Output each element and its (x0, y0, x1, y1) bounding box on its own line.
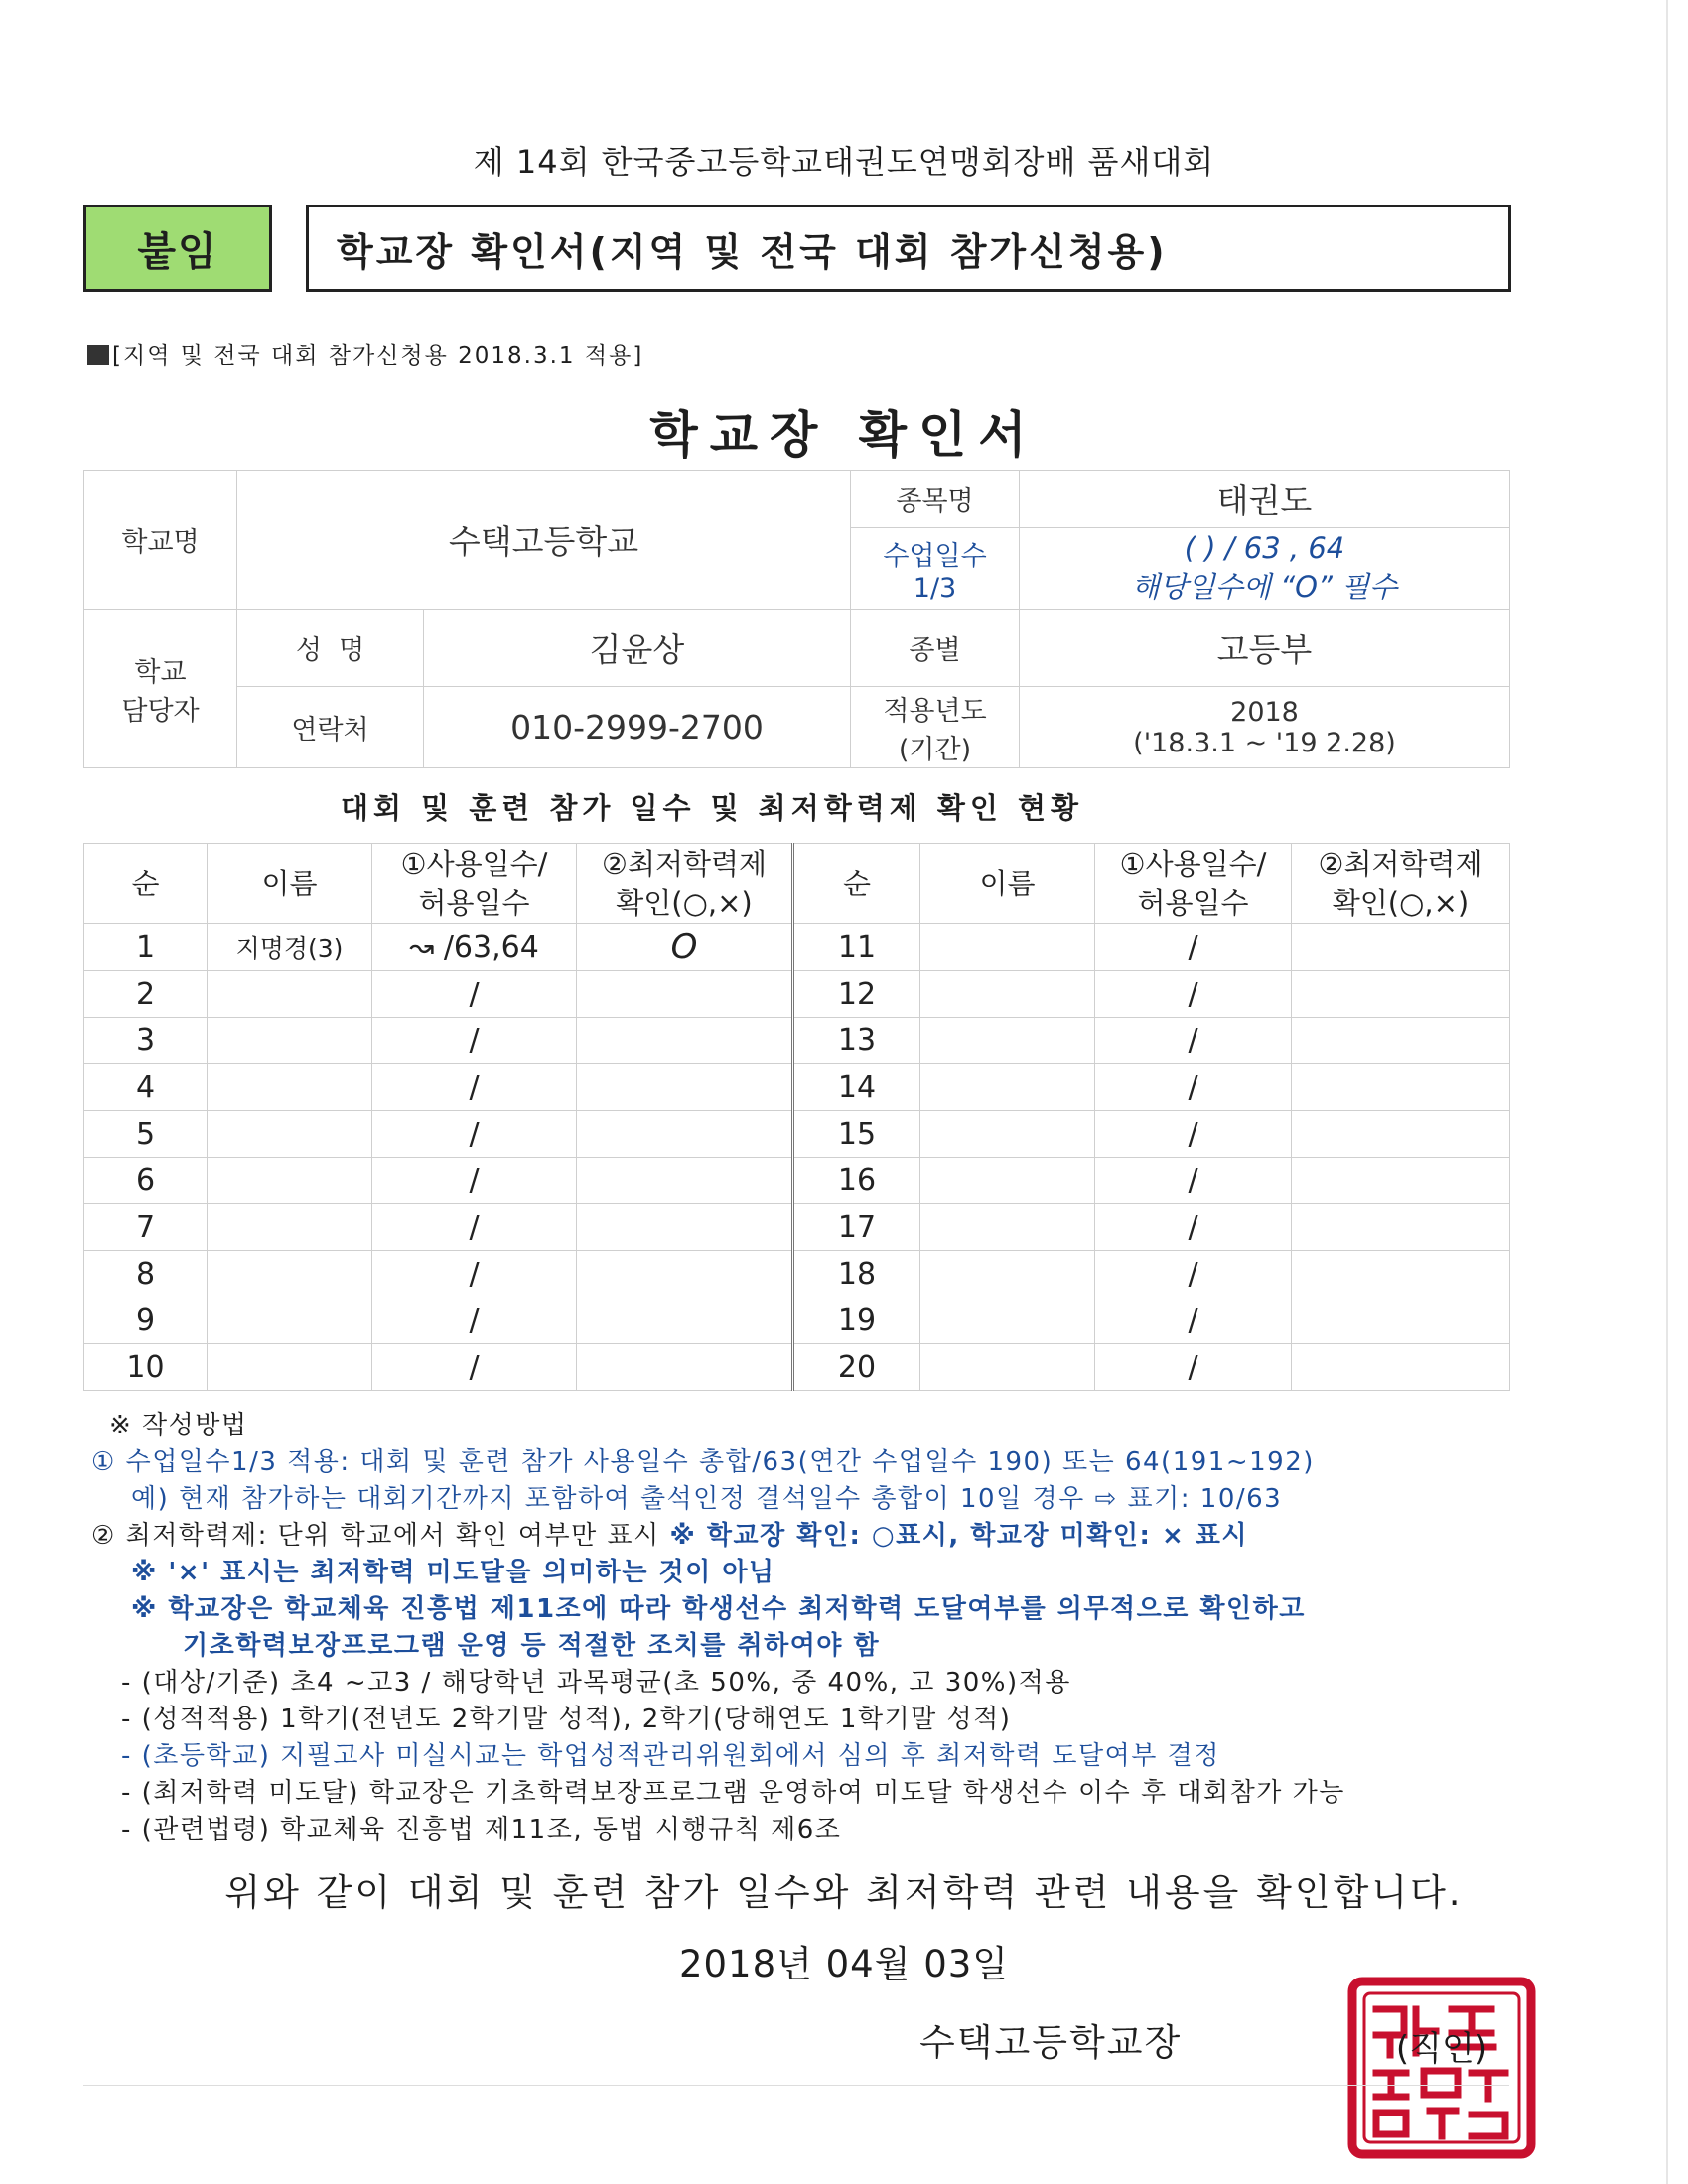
row-check (577, 1344, 793, 1391)
instruction-line-5: ※ 학교장은 학교체육 진흥법 제11조에 따라 학생선수 최저학력 도달여부를 의무적으로 확인하고 (131, 1594, 1306, 1624)
row-number: 12 (793, 971, 920, 1018)
row-number: 18 (793, 1251, 920, 1297)
applicable-text: [지역 및 전국 대회 참가신청용 2018.3.1 적용] (112, 343, 644, 369)
row-number: 16 (793, 1158, 920, 1204)
event-label: 종목명 (851, 471, 1020, 528)
row-check (1292, 1018, 1510, 1064)
row-number: 17 (793, 1204, 920, 1251)
row-name (208, 1297, 372, 1344)
table-row (84, 1297, 1510, 1344)
row-name (208, 1018, 372, 1064)
header-name: 이름 (920, 844, 1095, 924)
header-check: ②최저학력제 확인(○,×) (577, 844, 793, 924)
days-value: ( ) / 63 , 64 해당일수에 “O” 필수 (1020, 528, 1510, 610)
row-name (920, 1018, 1095, 1064)
row-days: / (1095, 1251, 1292, 1297)
row-name (208, 1251, 372, 1297)
attachment-badge: 붙임 (83, 205, 272, 292)
table-row (84, 924, 1510, 971)
row-days: / (1095, 1204, 1292, 1251)
row-number: 20 (793, 1344, 920, 1391)
row-check (577, 1251, 793, 1297)
row-name (920, 971, 1095, 1018)
row-number: 13 (793, 1018, 920, 1064)
footer-rule (83, 2085, 1509, 2086)
name-label: 성 명 (237, 610, 424, 687)
row-name (208, 1111, 372, 1158)
name-value: 김윤상 (424, 610, 851, 687)
section-title: 대회 및 훈련 참가 일수 및 최저학력제 확인 현황 (340, 791, 1084, 825)
row-check (1292, 1344, 1510, 1391)
row-check (577, 1064, 793, 1111)
row-check (1292, 1158, 1510, 1204)
instruction-line-9: - (초등학교) 지필고사 미실시교는 학업성적관리위원회에서 심의 후 최저학력 도달여부 결정 (121, 1741, 1220, 1771)
division-label: 종별 (851, 610, 1020, 687)
roster-header-row (84, 844, 1510, 924)
issue-date: 2018년 04월 03일 (678, 1943, 1010, 1985)
instruction-line-2: 예) 현재 참가하는 대회기간까지 포함하여 출석인정 결석일수 총합이 10일 경우 ⇨ 표기: 10/63 (131, 1484, 1283, 1514)
row-number: 8 (84, 1251, 208, 1297)
row-days: / (372, 1251, 577, 1297)
header-check: ②최저학력제 확인(○,×) (1292, 844, 1510, 924)
row-name (208, 1204, 372, 1251)
school-value: 수택고등학교 (237, 471, 851, 610)
info-table (83, 470, 1510, 768)
header-days: ①사용일수/ 허용일수 (372, 844, 577, 924)
row-days: / (372, 1344, 577, 1391)
row-days: / (372, 1111, 577, 1158)
roster-body (84, 844, 1510, 1391)
row-days: / (372, 1064, 577, 1111)
table-row (84, 1158, 1510, 1204)
table-row (84, 1204, 1510, 1251)
instruction-line-4: ※ '×' 표시는 최저학력 미도달을 의미하는 것이 아님 (131, 1558, 775, 1587)
manager-label: 학교 담당자 (84, 610, 237, 768)
row-check (577, 1018, 793, 1064)
document-title-box: 학교장 확인서(지역 및 전국 대회 참가신청용) (306, 205, 1511, 292)
contact-value: 010-2999-2700 (424, 687, 851, 768)
applicable-note (87, 338, 643, 370)
row-days: / (1095, 1158, 1292, 1204)
row-number: 7 (84, 1204, 208, 1251)
contact-label: 연락처 (237, 687, 424, 768)
table-row (84, 1064, 1510, 1111)
row-name (208, 1344, 372, 1391)
row-number: 3 (84, 1018, 208, 1064)
row-days: / (372, 1204, 577, 1251)
days-label: 수업일수 1/3 (851, 528, 1020, 610)
header-no: 순 (793, 844, 920, 924)
event-value: 태권도 (1020, 471, 1510, 528)
row-number: 19 (793, 1297, 920, 1344)
roster-table (83, 843, 1510, 1391)
instruction-line-8: - (성적적용) 1학기(전년도 2학기말 성적), 2학기(당해연도 1학기말 성적) (121, 1705, 1012, 1734)
main-title: 학교장 확인서 (649, 406, 1039, 464)
row-check (577, 1204, 793, 1251)
division-value: 고등부 (1020, 610, 1510, 687)
instruction-line-10: - (최저학력 미도달) 학교장은 기초학력보장프로그램 운영하여 미도달 학생선수 이수 후 대회참가 가능 (121, 1778, 1345, 1808)
row-number: 10 (84, 1344, 208, 1391)
table-row (84, 1111, 1510, 1158)
row-check (577, 971, 793, 1018)
row-name (920, 1297, 1095, 1344)
table-row (84, 971, 1510, 1018)
row-check (577, 1297, 793, 1344)
row-check (1292, 924, 1510, 971)
row-check (1292, 1251, 1510, 1297)
row-number: 2 (84, 971, 208, 1018)
row-number: 6 (84, 1158, 208, 1204)
row-days: / (372, 971, 577, 1018)
row-number: 5 (84, 1111, 208, 1158)
seal-label: (직인) (1395, 2029, 1488, 2069)
row-number: 14 (793, 1064, 920, 1111)
instruction-line-11: - (관련법령) 학교체육 진흥법 제11조, 동법 시행규칙 제6조 (121, 1815, 842, 1844)
header-name: 이름 (208, 844, 372, 924)
row-number: 4 (84, 1064, 208, 1111)
row-name (208, 1158, 372, 1204)
row-check (577, 1158, 793, 1204)
row-check (1292, 1297, 1510, 1344)
instruction-line-3: ② 최저학력제: 단위 학교에서 확인 여부만 표시 ※ 학교장 확인: ○표시, 학교장 미확인: × 표시 (91, 1521, 1249, 1551)
header-no: 순 (84, 844, 208, 924)
square-bullet-icon (87, 345, 109, 365)
year-value: 2018 ('18.3.1 ~ '19 2.28) (1020, 687, 1510, 768)
row-name (920, 924, 1095, 971)
row-number: 1 (84, 924, 208, 971)
row-number: 15 (793, 1111, 920, 1158)
row-days: / (1095, 1344, 1292, 1391)
instruction-line-7: - (대상/기준) 초4 ~고3 / 해당학년 과목평균(초 50%, 중 40%, 고 30%)적용 (121, 1668, 1071, 1698)
row-days: / (1095, 1111, 1292, 1158)
row-days: / (372, 1158, 577, 1204)
table-row (84, 1251, 1510, 1297)
table-row (84, 1018, 1510, 1064)
row-days: / (1095, 1297, 1292, 1344)
row-days: / (372, 1297, 577, 1344)
row-days: / (372, 1018, 577, 1064)
school-label: 학교명 (84, 471, 237, 610)
instruction-line-1: ① 수업일수1/3 적용: 대회 및 훈련 참가 사용일수 총합/63(연간 수업일수 190) 또는 64(191~192) (91, 1447, 1315, 1477)
row-name (920, 1204, 1095, 1251)
row-name (920, 1344, 1095, 1391)
table-row (84, 1344, 1510, 1391)
row-check: O (577, 924, 793, 971)
event-title: 제 14회 한국중고등학교태권도연맹회장배 품새대회 (473, 143, 1215, 181)
year-label: 적용년도 (기간) (851, 687, 1020, 768)
row-check (1292, 1064, 1510, 1111)
row-name: 지명경(3) (208, 924, 372, 971)
scan-edge (1666, 0, 1668, 2184)
header-days: ①사용일수/ 허용일수 (1095, 844, 1292, 924)
row-days: ↝ /63,64 (372, 924, 577, 971)
row-days: / (1095, 971, 1292, 1018)
instructions-heading: ※ 작성방법 (109, 1411, 248, 1440)
row-name (208, 1064, 372, 1111)
principal-name: 수택고등학교장 (919, 2021, 1183, 2064)
row-check (1292, 1111, 1510, 1158)
row-number: 11 (793, 924, 920, 971)
row-name (208, 971, 372, 1018)
row-check (1292, 971, 1510, 1018)
instruction-line-6: 기초학력보장프로그램 운영 등 적절한 조치를 취하여야 함 (183, 1631, 881, 1661)
row-name (920, 1158, 1095, 1204)
row-days: / (1095, 1064, 1292, 1111)
row-number: 9 (84, 1297, 208, 1344)
row-name (920, 1064, 1095, 1111)
row-days: / (1095, 924, 1292, 971)
row-name (920, 1111, 1095, 1158)
row-check (577, 1111, 793, 1158)
confirmation-statement: 위와 같이 대회 및 훈련 참가 일수와 최저학력 관련 내용을 확인합니다. (224, 1871, 1464, 1914)
row-name (920, 1251, 1095, 1297)
row-days: / (1095, 1018, 1292, 1064)
row-check (1292, 1204, 1510, 1251)
